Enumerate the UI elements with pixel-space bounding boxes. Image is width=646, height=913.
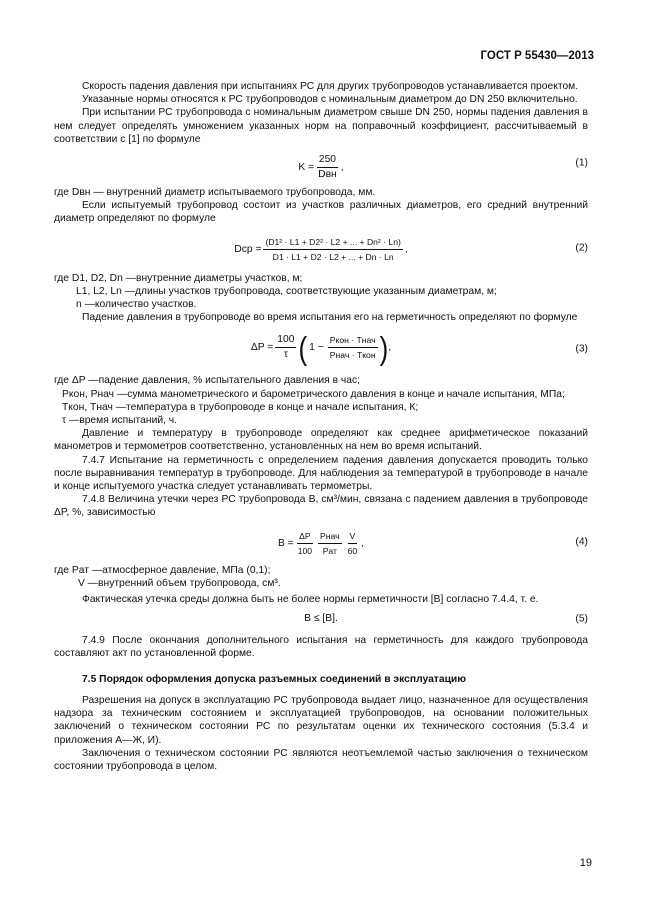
left-paren-icon: ( [298,329,308,367]
fraction-numerator: ΔP [297,530,312,544]
formula-number: (4) [575,536,588,548]
page-number: 19 [579,857,592,869]
formula-2 [54,226,588,270]
formula-number: (5) [575,613,588,625]
paragraph: Разрешения на допуск в эксплуатацию РС трубопровода выдает лицо, назначенное для осуществления надзора за техническим состоянием и эксплуатацией трубопроводов, на основании положительных заключений о техническом состоянии РС по результатам оценки их технического состояния (5.3.4 и приложения А—Ж, И). [54,694,588,746]
fraction [318,530,342,557]
formula-tail: , [340,161,344,173]
fraction [346,530,360,557]
definition-text: атмосферное давление, МПа (0,1); [102,564,271,576]
fraction-numerator: Pкон · Tнач [328,334,378,348]
fraction [275,334,296,361]
formula-lhs: Dср = [234,243,262,255]
definition-label: где ΔP — [54,375,99,387]
fraction-denominator: Pнач · Tкон [329,350,376,361]
definition-text: температура в трубопроводе в конце и начале испытания, К; [126,401,419,413]
fraction-denominator: 100 [297,545,313,556]
formula-4 [54,520,588,564]
definition-label: где Pат — [54,564,103,576]
paragraph: Заключения о техническом состоянии РС являются неотъемлемой частью заключения о техническом состоянии трубопровода в целом. [54,747,588,772]
definition-text: количество участков. [94,299,197,311]
definition-label: Tкон, Tнач — [62,401,127,413]
paragraph: 7.4.9 После окончания дополнительного испытания на герметичность для каждого трубопровода составляют акт по установленной форме. [54,635,588,660]
paragraph: Давление и температуру в трубопроводе определяют как среднее арифметическое показаний манометров и термометров соответственно, установленных на нем во время испытаний. [54,428,588,453]
right-paren-icon: ) [379,329,389,367]
definition-text: время испытаний, ч. [79,415,178,427]
section-title: 7.5 Порядок оформления допуска разъемных соединений в эксплуатацию [82,673,467,685]
definition-label: n — [76,299,95,311]
fraction [316,154,339,181]
fraction-numerator: (D1² · L1 + D2² · L2 + ... + Dn² · Ln) [263,236,402,250]
formula-number: (3) [575,343,588,355]
fraction [296,530,314,557]
definition-label: V — [78,577,99,589]
fraction-numerator: Pнач [318,530,342,544]
definition-text: сумма манометрического и барометрического давления в конце и начале испытания, МПа; [127,388,565,400]
definition-row [54,401,588,414]
definition-row [54,388,588,401]
document-header: ГОСТ Р 55430—2013 [480,50,594,62]
formula-1 [54,146,588,180]
definitions-list [54,374,588,427]
formula-expression: B ≤ [B]. [304,613,338,625]
definition-label: Pкон, Pнач — [62,388,128,400]
fraction-denominator: 60 [347,545,358,556]
document-body [54,80,588,773]
fraction-numerator: 250 [317,154,338,168]
definition-row [54,272,588,285]
formula-5 [54,606,588,632]
definition-label: где D1, D2, Dn — [54,272,136,284]
definitions-list [54,272,588,312]
formula-number: (2) [575,242,588,254]
definition-row [54,298,588,311]
paragraph: 7.4.8 Величина утечки через РС трубопровода B, см³/мин, связана с падением давления в трубопроводе ΔP, %, зависимостью [54,494,588,519]
paragraph: При испытании РС трубопровода с номинальным диаметром свыше DN 250, нормы падения давления в нем следует определять умножением указанных норм на поправочный коэффициент, рассчитываемый в соответствии с [1] по формуле [54,107,588,145]
definition-row [54,374,588,387]
definition-row [54,285,588,298]
formula-tail: , [388,342,392,354]
definition-row [54,577,588,590]
paragraph: Падение давления в трубопроводе во время испытания его на герметичность определяют по формуле [82,312,578,324]
formula-3 [54,324,588,374]
paragraph: Скорость падения давления при испытаниях РС для других трубопроводов устанавливается проектом. [82,81,579,92]
fraction [328,334,378,361]
definition-text: длины участков трубопровода, соответствующие указанным диаметрам, м; [134,285,497,297]
definition-row [54,564,588,577]
paragraph: Указанные нормы относятся к РС трубопроводов с номинальным диаметром до DN 250 включительно. [82,94,578,106]
formula-tail: , [361,537,365,549]
definition-label: τ — [62,415,80,427]
fraction-denominator: τ [283,349,288,361]
paragraph: Фактическая утечка среды должна быть не более нормы герметичности [B] согласно 7.4.4, т. е. [82,594,539,606]
fraction-denominator: Dвн [318,169,337,181]
formula-number: (1) [575,157,588,169]
fraction [263,236,402,263]
formula-tail: , [404,243,408,255]
definition-label: L1, L2, Ln — [76,285,135,297]
definition-text: внутренние диаметры участков, м; [135,272,303,284]
formula-lhs: K = [298,161,315,173]
fraction-denominator: D1 · L1 + D2 · L2 + ... + Dn · Ln [272,251,394,262]
definition-row [54,414,588,427]
paragraph: 7.4.7 Испытание на герметичность с определением падения давления допускается проводить только после выравнивания температур в трубопроводе. Для наблюдения за температурой в трубопроводе в начале и конце испытуемого участка следует устанавливать термометры. [54,454,588,493]
paragraph: Если испытуемый трубопровод состоит из участков различных диаметров, его средний внутренний диаметр определяют по формуле [54,200,588,225]
paragraph: где Dвн — внутренний диаметр испытываемого трубопровода, мм. [54,187,376,199]
fraction-numerator: 100 [275,334,296,348]
formula-term: 1 − [309,342,324,354]
definitions-list [54,564,588,590]
definition-text: падение давления, % испытательного давления в час; [98,375,361,387]
fraction-numerator: V [348,530,358,544]
definition-text: внутренний объем трубопровода, см³. [98,577,281,589]
fraction-denominator: Pат [322,545,337,556]
formula-lhs: ΔP = [250,342,274,354]
formula-lhs: B = [277,537,294,549]
